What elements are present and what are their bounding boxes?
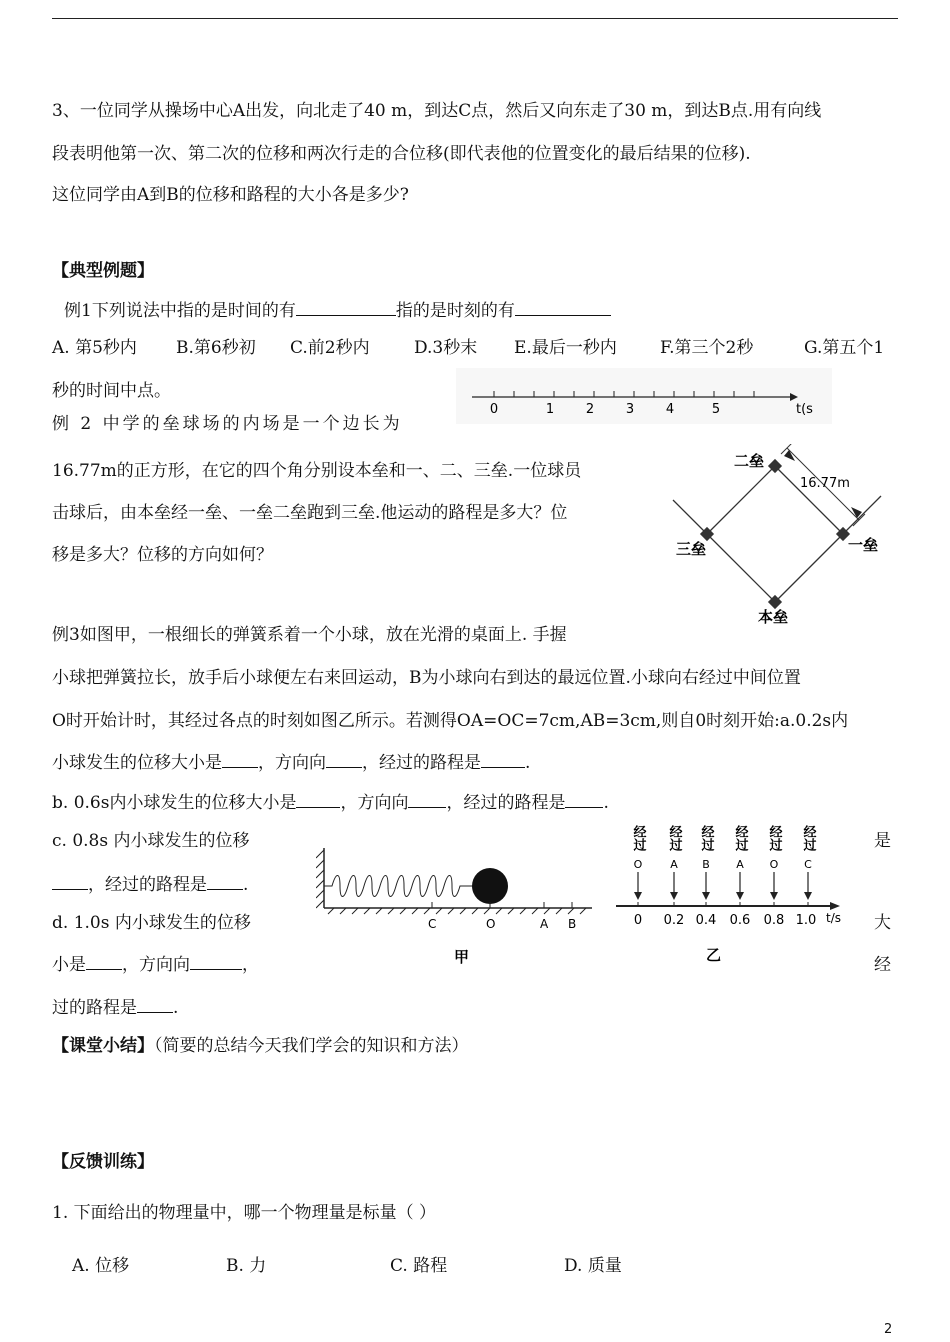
timeline-axis-label: t(s: [796, 402, 813, 417]
figure-jia-caption: 甲: [454, 948, 470, 966]
ex3-c-line2: ，经过的路程是 .: [52, 870, 248, 895]
q3-line3: 这位同学由A到B的位移和路程的大小各是多少?: [52, 185, 409, 205]
ex3-d-right: 大: [874, 913, 891, 933]
diamond-side-home-3: [707, 534, 775, 602]
summary-heading: 【课堂小结】: [52, 1036, 154, 1056]
baseball-diamond-figure: [660, 444, 890, 630]
pass-word-0: 经过: [630, 825, 646, 851]
timeline-figure: [456, 368, 836, 426]
ex3-f-a: 过的路程是: [52, 998, 137, 1018]
timeline-tick-1: 1: [545, 402, 555, 417]
pass-point-1: A: [670, 858, 678, 871]
ex3-blank-c1: [52, 873, 88, 890]
spring: [324, 876, 474, 897]
ex1-blank-1: [296, 299, 396, 316]
ex3-line5-c: ，经过的路程是: [446, 793, 566, 813]
time-tick-0: 0: [633, 913, 643, 928]
ex3-d-line: d. 1.0s 内小球发生的位移: [52, 913, 251, 933]
summary-line: [52, 1031, 469, 1056]
time-tick-5: 1.0: [795, 913, 817, 928]
third-base-label: 三垒: [676, 540, 707, 558]
ex3-line5-a: b. 0.6s内小球发生的位移大小是: [52, 793, 297, 813]
ex3-blank-d1: [86, 953, 122, 970]
ex1-option-g: G.第五个1: [804, 338, 885, 358]
pass-word-2: 经过: [698, 825, 714, 851]
point-a-label: A: [540, 917, 549, 931]
ex3-c-b: ，经过的路程是: [88, 875, 207, 895]
ex3-f-line: 过的路程是 .: [52, 998, 179, 1018]
first-base-label: 一垒: [848, 536, 879, 554]
ex3-e-a: 小是: [52, 955, 86, 975]
top-rule: [52, 18, 898, 19]
ex2-line4: 移是多大？位移的方向如何？: [52, 545, 273, 565]
ex1-option-d: D.3秒末: [414, 338, 478, 358]
pass-point-0: O: [633, 858, 643, 871]
ex3-e-right: 经: [874, 955, 891, 975]
timeline-tick-2: 2: [585, 402, 595, 417]
section-examples-heading: 【典型例题】: [52, 261, 154, 281]
ex3-blank-b2: [408, 791, 446, 808]
point-o-label: O: [486, 917, 496, 931]
ex3-blank-a3: [481, 751, 525, 768]
side-length-label: 16.77m: [800, 476, 850, 491]
ex3-blank-c2: [207, 873, 243, 890]
ex3-line3: O时开始计时，其经过各点的时刻如图乙所示。若测得OA=OC=7cm,AB=3cm,则自0时刻开始:a.0.2s内: [52, 711, 849, 731]
foul-line-left: [673, 500, 707, 534]
ex2-line2: 16.77m的正方形，在它的四个角分别设本垒和一、二、三垒.一位球员: [52, 461, 582, 481]
timeline-tick-0: 0: [489, 402, 499, 417]
ex1-text-b: 指的是时刻的有: [395, 301, 515, 321]
time-axis-arrow: [830, 902, 840, 910]
point-b-label: B: [568, 917, 577, 931]
ex3-line5-b: ，方向向: [340, 793, 409, 813]
ex3-blank-b3: [565, 791, 603, 808]
ex3-line4-c: ，经过的路程是: [362, 753, 481, 773]
ex3-e-line: 小是 ，方向向 ，: [52, 955, 259, 975]
time-tick-1: 0.2: [663, 913, 685, 928]
pass-word-3: 经过: [732, 825, 748, 851]
ex1-tail: 秒的时间中点。: [52, 381, 171, 401]
ex1-text-a: 例1下列说法中指的是时间的有: [64, 301, 296, 321]
summary-note: （简要的总结今天我们学会的知识和方法）: [154, 1036, 469, 1056]
ex1-question: [64, 296, 611, 321]
second-base-label: 二垒: [734, 452, 765, 470]
ex3-c-line: c. 0.8s 内小球发生的位移: [52, 831, 250, 851]
feedback-option-a: A. 位移: [72, 1256, 130, 1276]
time-axis-figure: [612, 818, 874, 968]
figure-yi-caption: 乙: [706, 946, 722, 964]
time-tick-2: 0.4: [695, 913, 717, 928]
ex2-line1: 例 2 中学的垒球场的内场是一个边长为: [52, 414, 403, 434]
dimension-arrow-top: [784, 450, 795, 461]
q3-line2: 段表明他第一次、第二次的位移和两次行走的合位移(即代表他的位置变化的最后结果的位移).: [52, 144, 751, 164]
ex3-line1: 例3如图甲，一根细长的弹簧系着一个小球，放在光滑的桌面上. 手握: [52, 625, 567, 645]
ex3-blank-d2: [190, 953, 242, 970]
ex1-option-e: E.最后一秒内: [514, 338, 617, 358]
ex3-line4-a: 小球发生的位移大小是: [52, 753, 222, 773]
timeline-tick-5: 5: [711, 402, 721, 417]
ex3-blank-a2: [326, 751, 362, 768]
ex3-blank-b1: [296, 791, 340, 808]
diamond-side-3-2: [707, 466, 775, 534]
pass-word-1: 经过: [666, 825, 682, 851]
point-c-label: C: [428, 917, 437, 931]
ex1-option-f: F.第三个2秒: [660, 338, 754, 358]
pass-point-3: A: [736, 858, 744, 871]
feedback-heading: 【反馈训练】: [52, 1152, 154, 1172]
foul-line-right: [843, 496, 881, 534]
ex2-line3: 击球后，由本垒经一垒、一垒二垒跑到三垒.他运动的路程是多大？位: [52, 503, 568, 523]
pass-word-4: 经过: [766, 825, 782, 851]
ex3-blank-d3: [137, 996, 173, 1013]
spring-ball-figure: [316, 840, 600, 970]
time-tick-4: 0.8: [763, 913, 785, 928]
pass-word-5: 经过: [800, 825, 816, 851]
ex3-line2: 小球把弹簧拉长，放手后小球便左右来回运动，B为小球向右到达的最远位置.小球向右经过中间位置: [52, 668, 801, 688]
home-base-label: 本垒: [758, 608, 789, 626]
ex1-option-c: C.前2秒内: [290, 338, 370, 358]
ex3-line5: b. 0.6s内小球发生的位移大小是 ，方向向 ，经过的路程是 .: [52, 793, 609, 813]
feedback-option-d: D. 质量: [564, 1256, 622, 1276]
pass-point-5: C: [804, 858, 812, 871]
pass-point-2: B: [702, 858, 710, 871]
ex1-blank-2: [515, 299, 611, 316]
ex3-c-right: 是: [874, 831, 891, 851]
ex1-option-b: B.第6秒初: [176, 338, 256, 358]
ball: [472, 868, 508, 904]
q3-line1: 3、一位同学从操场中心A出发，向北走了40 m，到达C点，然后又向东走了30 m，到达B点.用有向线: [52, 101, 822, 121]
timeline-tick-3: 3: [625, 402, 635, 417]
feedback-option-c: C. 路程: [390, 1256, 448, 1276]
time-axis-label: t/s: [826, 911, 841, 925]
pass-point-4: O: [769, 858, 779, 871]
ex1-option-a: A. 第5秒内: [52, 338, 137, 358]
feedback-q1: 1. 下面给出的物理量中，哪一个物理量是标量（ ）: [52, 1203, 437, 1223]
ex3-blank-a1: [222, 751, 258, 768]
feedback-option-b: B. 力: [226, 1256, 267, 1276]
ex3-e-b: ，方向向: [122, 955, 190, 975]
diamond-side-1-home: [775, 534, 843, 602]
time-tick-3: 0.6: [729, 913, 751, 928]
timeline-background: [456, 368, 832, 424]
timeline-tick-4: 4: [665, 402, 675, 417]
ex3-line4-b: ，方向向: [258, 753, 326, 773]
page-number: 2: [884, 1322, 893, 1337]
ex3-line4: 小球发生的位移大小是 ，方向向 ，经过的路程是 .: [52, 753, 531, 773]
